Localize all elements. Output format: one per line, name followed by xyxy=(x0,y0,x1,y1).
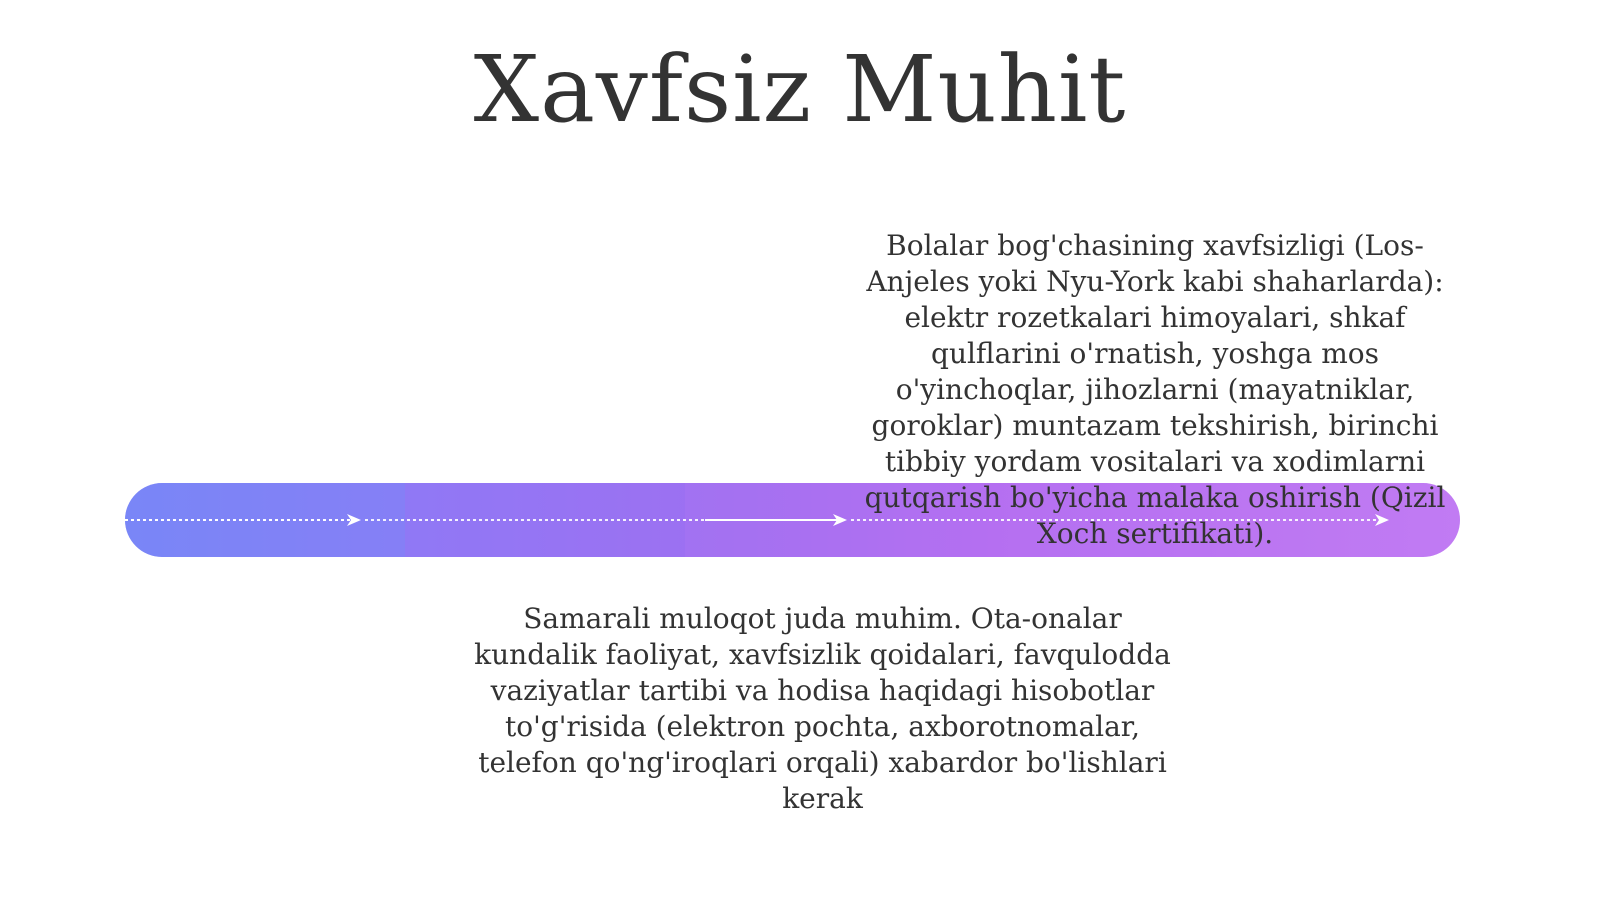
timeline-item-bottom-text: Samarali muloqot juda muhim. Ota-onalar kundalik faoliyat, xavfsizlik qoidalari, favqulodda vaziyatlar tartibi va hodisa haqidagi hisobotlar to'g'risida (elektron pochta, axborotnomalar, telefon qo'ng'iroqlari orqali) xabardor bo'lishlari kerak xyxy=(474,602,1171,815)
timeline-item-top-text: Bolalar bog'chasining xavfsizligi (Los-Anjeles yoki Nyu-York kabi shaharlarda): elektr rozetkalari himoyalari, shkaf qulflarini o'rnatish, yoshga mos o'yinchoqlar, jihozlarni (mayatniklar, goroklar) muntazam tekshirish, birinchi tibbiy yordam vositalari va xodimlarni qutqarish bo'yicha malaka oshirish (Qizil Xoch sertifikati). xyxy=(864,229,1446,550)
slide-title: Xavfsiz Muhit xyxy=(473,36,1127,143)
